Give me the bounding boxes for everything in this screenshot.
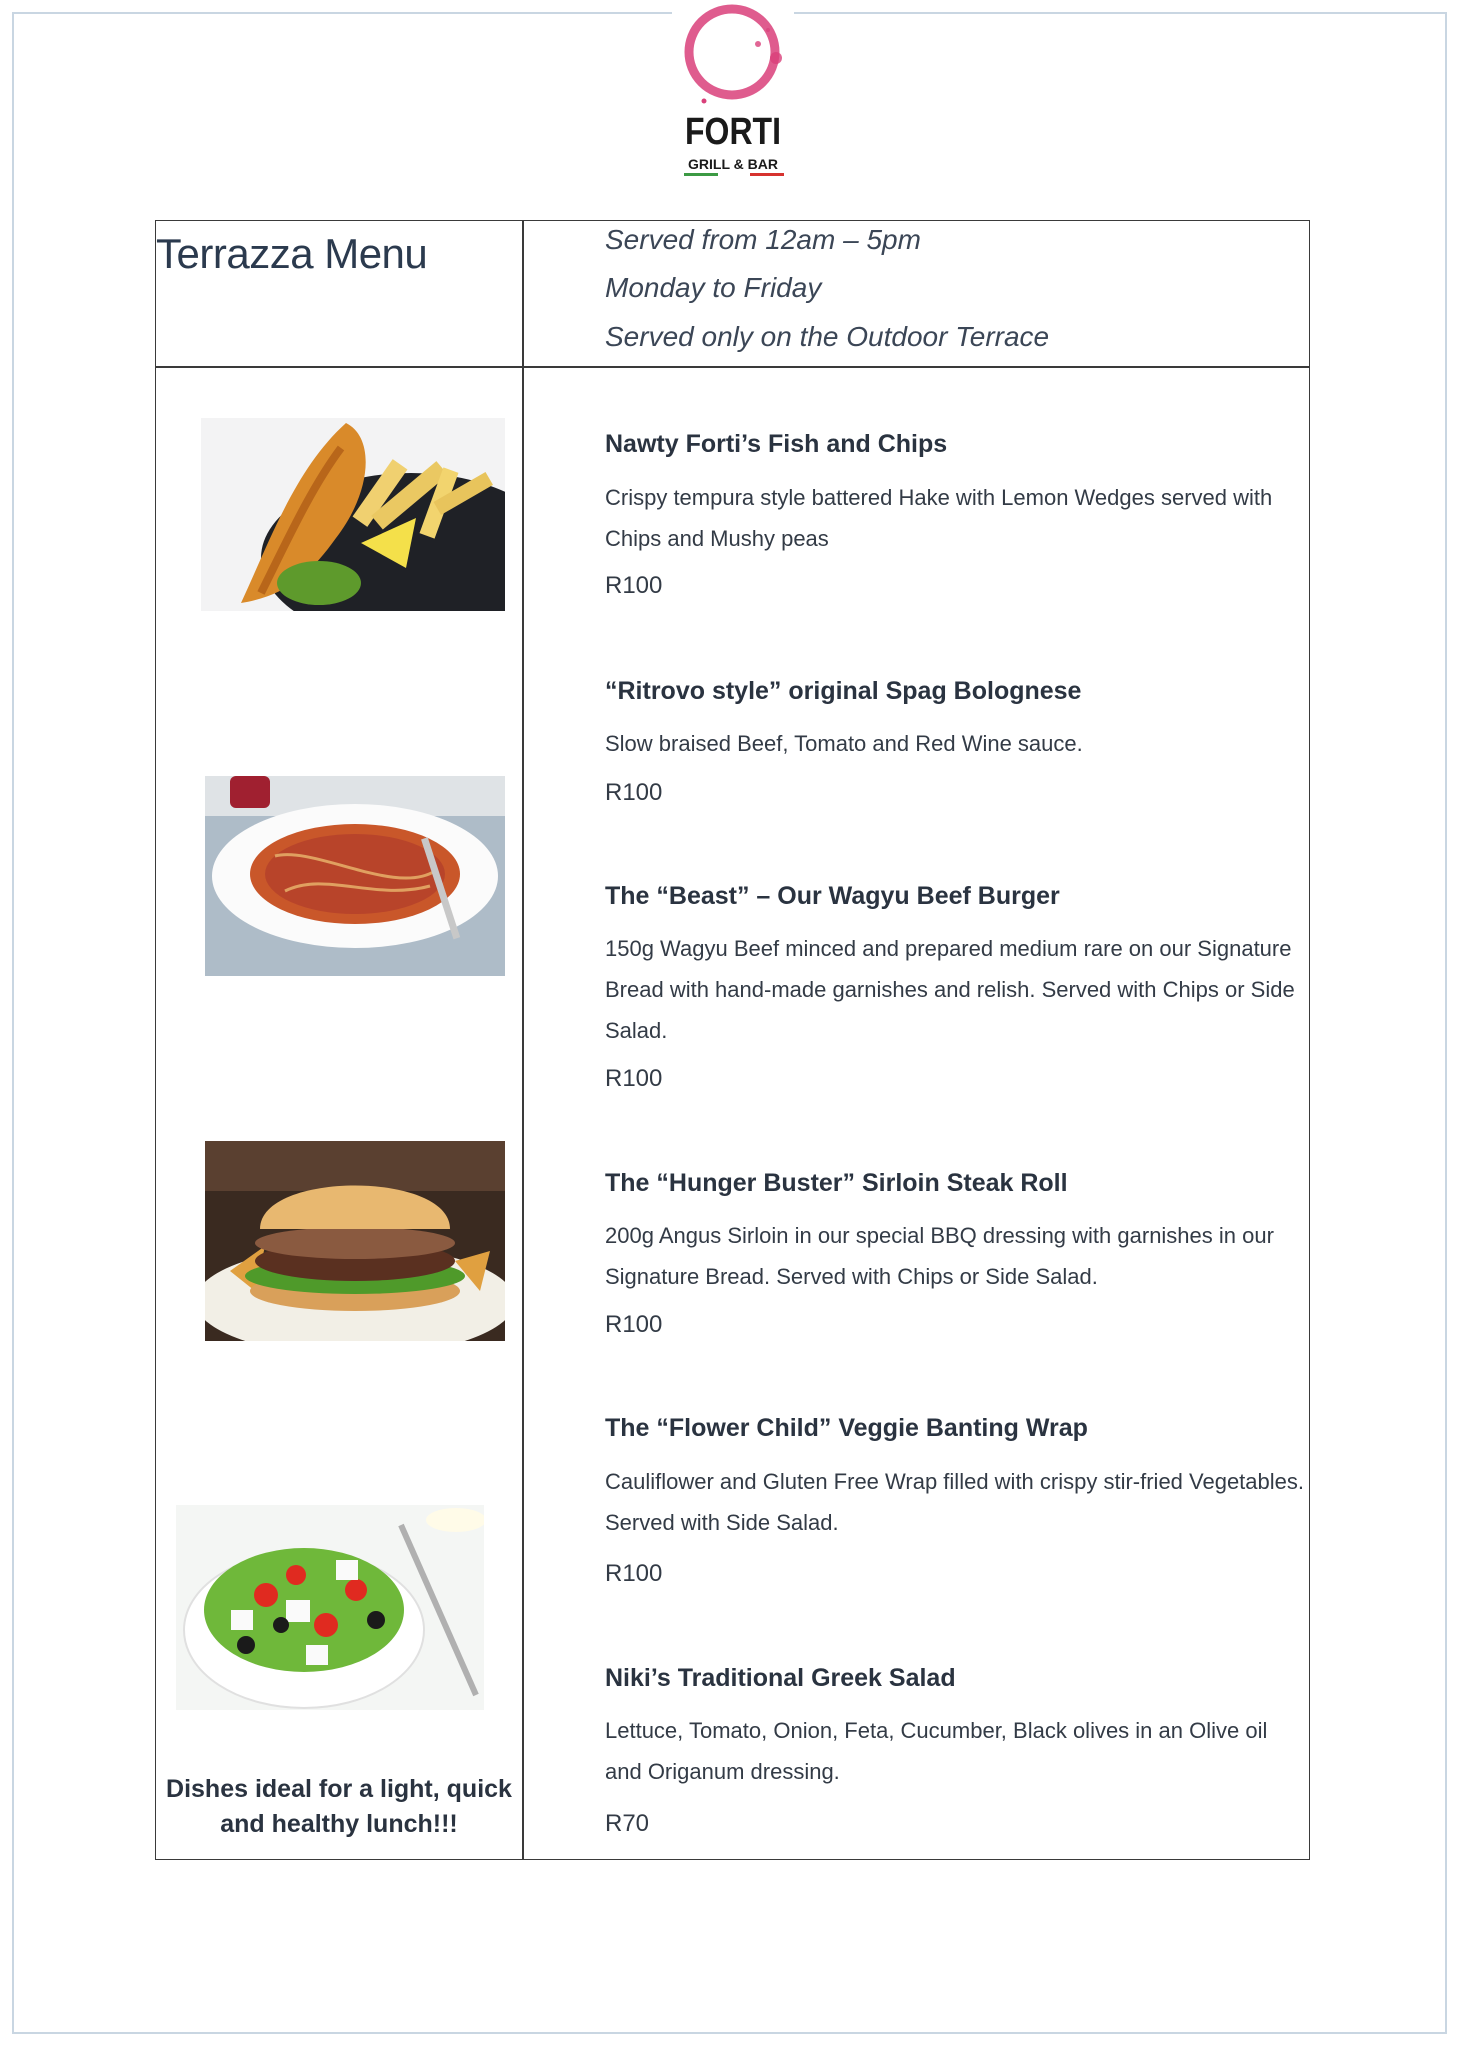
table-row-divider <box>155 366 1310 368</box>
forti-logo <box>672 0 794 185</box>
dish-price-veggie-wrap: R100 <box>605 1560 663 1587</box>
dish-desc-greek-salad: Lettuce, Tomato, Onion, Feta, Cucumber, Black olives in an Olive oil and Origanum dressing. <box>605 1718 1268 1784</box>
greek-salad-photo <box>176 1505 484 1710</box>
logo-tagline: GRILL & BAR <box>688 156 778 172</box>
dish-desc-sirloin-steak-roll: 200g Angus Sirloin in our special BBQ dressing with garnishes in our Signature Bread. Served with Chips or Side Salad. <box>605 1223 1274 1289</box>
service-hours: Served from 12am – 5pm <box>605 224 921 255</box>
logo-brand: FORTI <box>685 111 781 153</box>
menu-title: Terrazza Menu <box>156 230 428 277</box>
dish-price-fish-and-chips: R100 <box>605 572 663 599</box>
dish-name-greek-salad: Niki’s Traditional Greek Salad <box>605 1664 956 1692</box>
dish-desc-veggie-wrap: Cauliflower and Gluten Free Wrap filled with crispy stir-fried Vegetables. Served with Side Salad. <box>605 1469 1305 1535</box>
dish-name-wagyu-burger: The “Beast” – Our Wagyu Beef Burger <box>605 882 1060 910</box>
healthy-lunch-tagline: Dishes ideal for a light, quick and healthy lunch!!! <box>166 1775 512 1838</box>
dish-price-sirloin-steak-roll: R100 <box>605 1311 663 1338</box>
dish-desc-wagyu-burger: 150g Wagyu Beef minced and prepared medium rare on our Signature Bread with hand-made garnishes and relish. Served with Chips or Side Salad. <box>605 936 1295 1043</box>
dish-desc-fish-and-chips: Crispy tempura style battered Hake with Lemon Wedges served with Chips and Mushy peas <box>605 485 1273 551</box>
table-column-divider <box>522 220 524 1860</box>
fish-and-chips-photo <box>201 418 505 611</box>
service-days: Monday to Friday <box>605 272 822 303</box>
service-location: Served only on the Outdoor Terrace <box>605 321 1050 352</box>
dish-name-spag-bolognese: “Ritrovo style” original Spag Bolognese <box>605 677 1082 705</box>
dish-name-sirloin-steak-roll: The “Hunger Buster” Sirloin Steak Roll <box>605 1169 1068 1197</box>
spaghetti-bolognese-photo <box>205 776 505 976</box>
dish-price-greek-salad: R70 <box>605 1810 650 1837</box>
dish-name-fish-and-chips: Nawty Forti’s Fish and Chips <box>605 430 948 458</box>
dish-name-veggie-wrap: The “Flower Child” Veggie Banting Wrap <box>605 1414 1088 1442</box>
dish-desc-spag-bolognese: Slow braised Beef, Tomato and Red Wine sauce. <box>605 731 1083 756</box>
burger-photo <box>205 1141 505 1341</box>
dish-price-spag-bolognese: R100 <box>605 779 663 806</box>
dish-price-wagyu-burger: R100 <box>605 1065 663 1092</box>
